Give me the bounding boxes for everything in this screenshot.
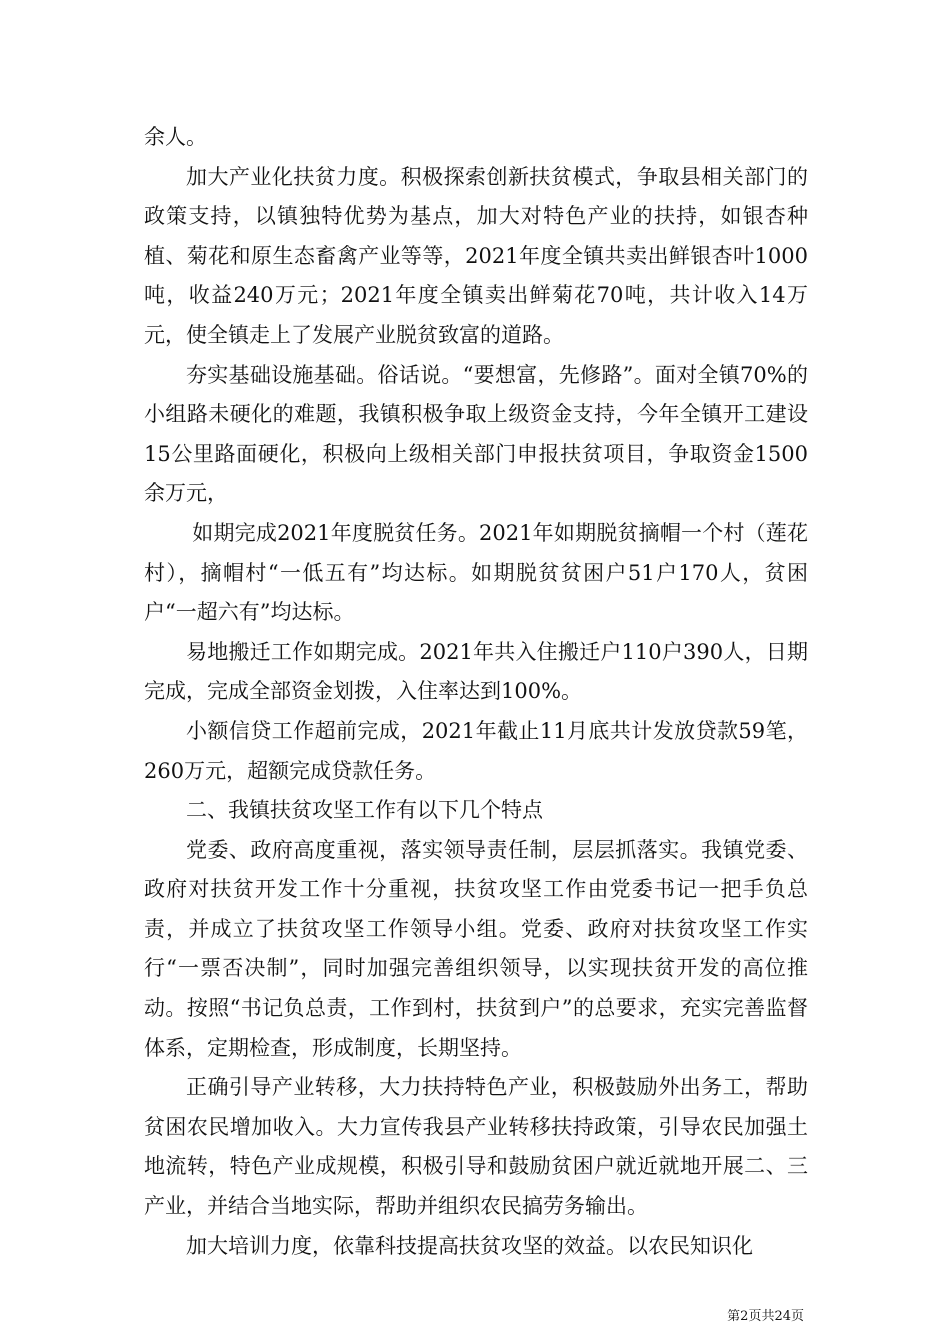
paragraph-annual-task: 如期完成2021年度脱贫任务。2021年如期脱贫摘帽一个村（莲花村），摘帽村“一低五有”均达标。如期脱贫贫困户51户170人，贫困户“一超六有”均达标。 [144,520,808,625]
paragraph-industry-poverty-alleviation: 加大产业化扶贫力度。积极探索创新扶贫模式，争取县相关部门的政策支持，以镇独特优势为基点，加大对特色产业的扶持，如银杏种植、菊花和原生态畜禽产业等等，2021年度全镇共卖出鲜银杏叶1000吨，收益240万元；2021年度全镇卖出鲜菊花70吨，共计收入14万元，使全镇走上了发展产业脱贫致富的道路。 [144,164,808,347]
paragraph-continuation: 余人。 [144,125,207,149]
paragraph-leadership: 党委、政府高度重视，落实领导责任制，层层抓落实。我镇党委、政府对扶贫开发工作十分重视，扶贫攻坚工作由党委书记一把手负总责，并成立了扶贫攻坚工作领导小组。党委、政府对扶贫攻坚工作实行“一票否决制”，同时加强完善组织领导，以实现扶贫开发的高位推动。按照“书记负总责，工作到村，扶贫到户”的总要求，充实完善监督体系，定期检查，形成制度，长期坚持。 [144,837,808,1060]
paragraph-training: 加大培训力度，依靠科技提高扶贫攻坚的效益。以农民知识化 [186,1233,753,1258]
document-body [144,118,808,1266]
paragraph-relocation: 易地搬迁工作如期完成。2021年共入住搬迁户110户390人，日期完成，完成全部资金划拨，入住率达到100%。 [144,639,808,704]
section-heading: 二、我镇扶贫攻坚工作有以下几个特点 [186,798,543,823]
paragraph-infrastructure: 夯实基础设施基础。俗话说。“要想富，先修路”。面对全镇70%的小组路未硬化的难题，我镇积极争取上级资金支持，今年全镇开工建设15公里路面硬化，积极向上级相关部门申报扶贫项目，争取资金1500余万元， [144,362,808,506]
paragraph-industry-transfer: 正确引导产业转移，大力扶持特色产业，积极鼓励外出务工，帮助贫困农民增加收入。大力宣传我县产业转移扶持政策，引导农民加强土地流转，特色产业成规模，积极引导和鼓励贫困户就近就地开展二、三产业，并结合当地实际，帮助并组织农民搞劳务输出。 [144,1075,808,1219]
page-number: 第2页共24页 [727,1309,804,1324]
paragraph-microcredit: 小额信贷工作超前完成，2021年截止11月底共计发放贷款59笔，260万元，超额完成贷款任务。 [144,718,808,783]
